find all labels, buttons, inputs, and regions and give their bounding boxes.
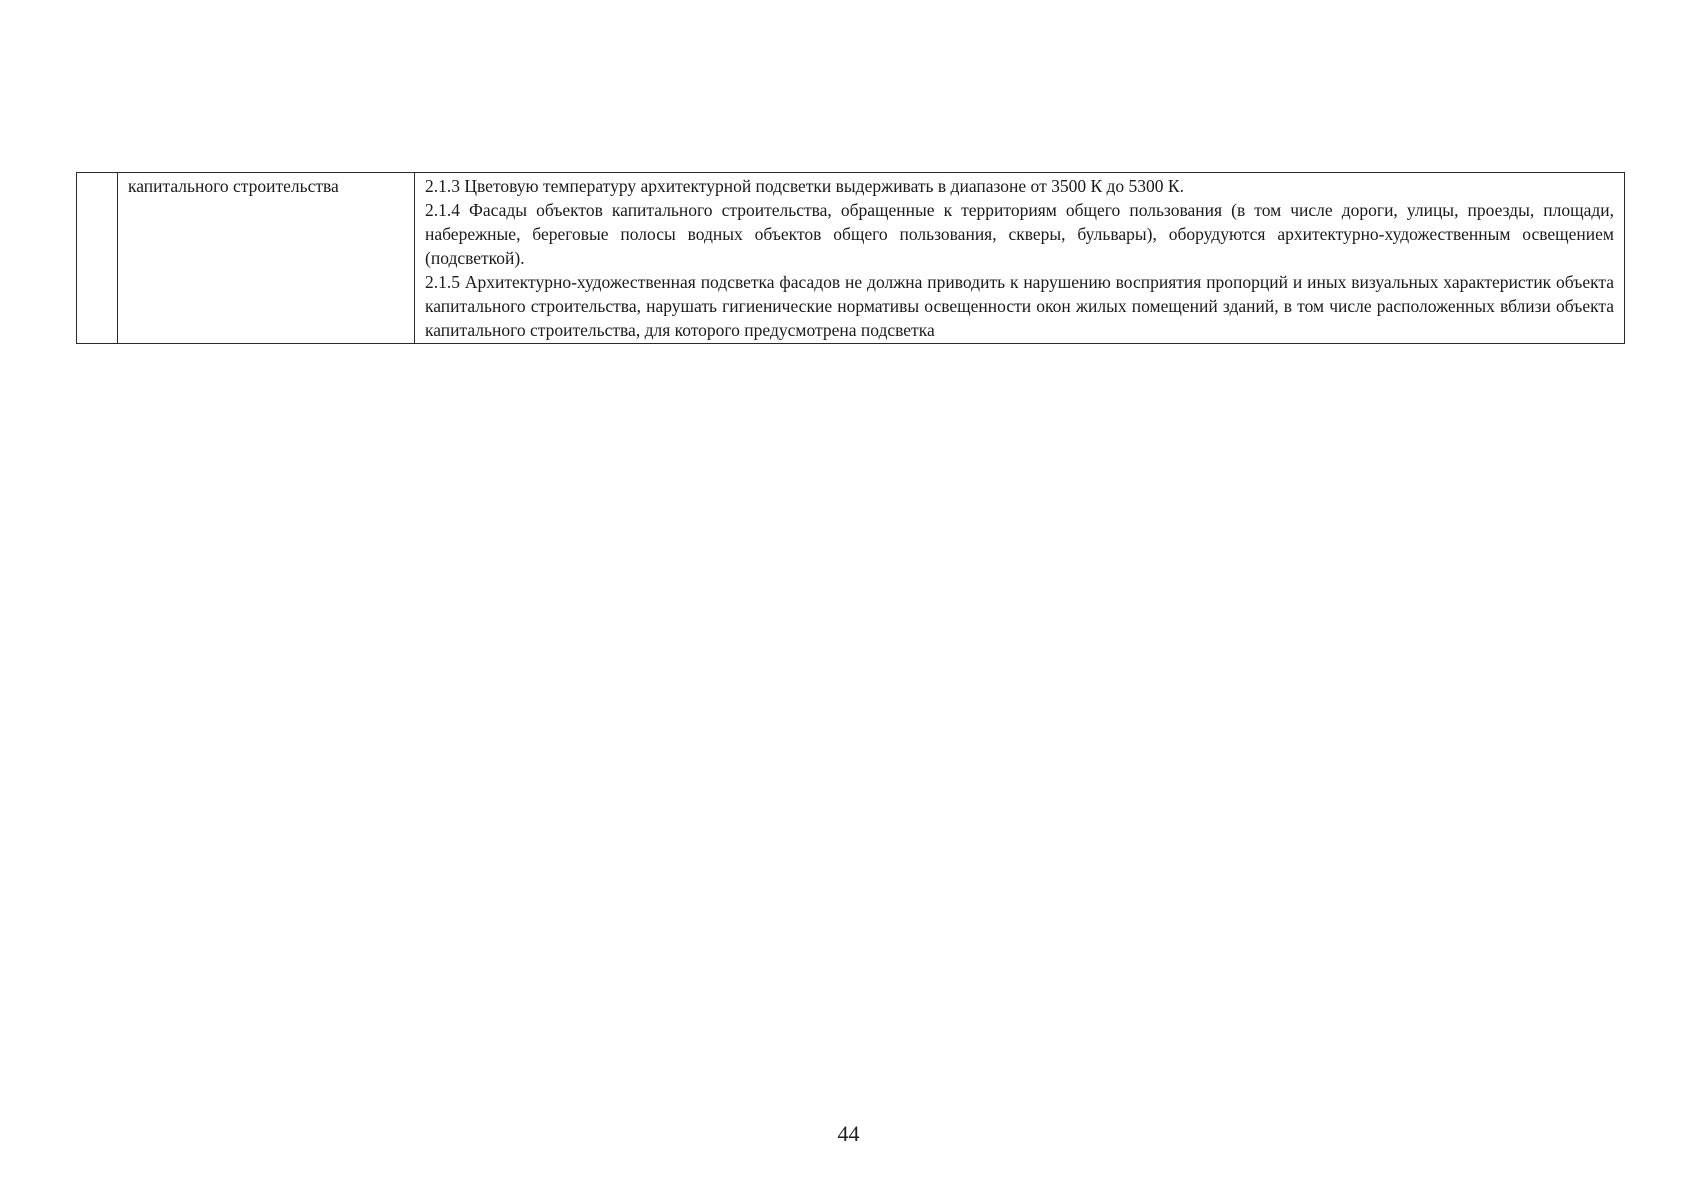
requirement-2-1-4: 2.1.4 Фасады объектов капитального строительства, обращенные к территориям общего пользования (в том числе дороги, улицы, проезды, площади, набережные, береговые полосы водных объектов общего пользования, скверы, бульвары), оборудуются архитектурно-художественным освещением (подсветкой). [425, 200, 1614, 268]
row-number-cell [77, 173, 118, 344]
requirement-2-1-3: 2.1.3 Цветовую температуру архитектурной подсветки выдерживать в диапазоне от 3500 К до 5300 К. [425, 176, 1184, 196]
page-number: 44 [837, 1121, 860, 1146]
requirement-2-1-5: 2.1.5 Архитектурно-художественная подсветка фасадов не должна приводить к нарушению восприятия пропорций и иных визуальных характеристик объекта капитального строительства, нарушать гигиенические нормативы освещенности окон жилых помещений зданий, в том числе расположенных вблизи объекта капитального строительства, для которого предусмотрена подсветка [425, 272, 1614, 340]
regulation-table [76, 172, 1625, 344]
table-row [77, 173, 1625, 344]
requirements-cell [415, 173, 1625, 344]
object-cell: капитального строительства [118, 173, 415, 344]
